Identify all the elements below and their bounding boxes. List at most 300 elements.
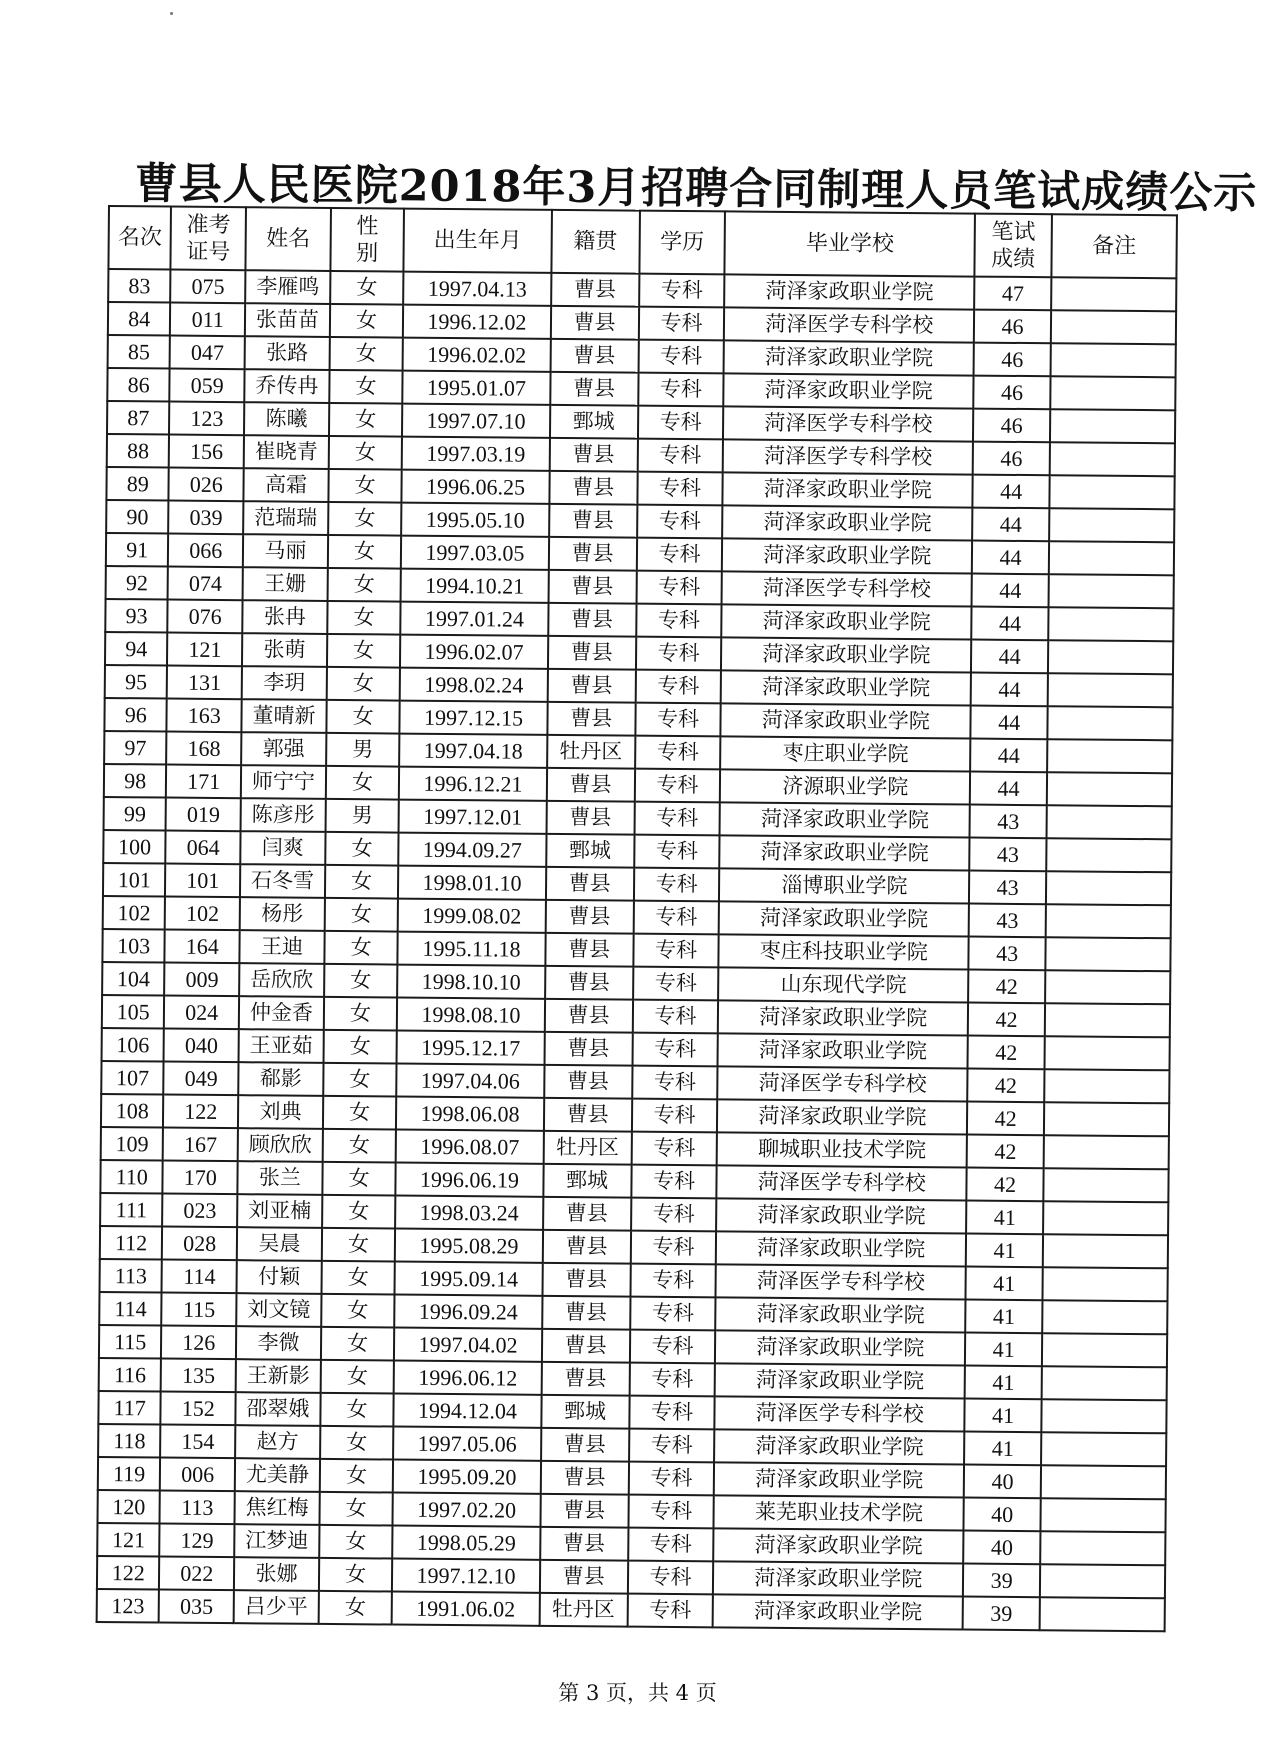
cell-rank: 101 (103, 863, 166, 897)
cell-birth: 1997.04.02 (394, 1328, 541, 1362)
cell-remark (1045, 970, 1170, 1004)
cell-rank: 90 (106, 500, 169, 534)
cell-school: 菏泽家政职业学院 (722, 538, 972, 573)
cell-school: 菏泽家政职业学院 (716, 1231, 966, 1266)
cell-origin: 曹县 (546, 801, 634, 835)
cell-school: 菏泽医学专科学校 (722, 571, 972, 606)
cell-name: 范瑞瑞 (243, 501, 328, 535)
col-header-gender-line2: 别 (356, 240, 379, 266)
cell-score: 41 (965, 1333, 1042, 1367)
cell-birth: 1996.12.21 (399, 767, 546, 801)
cell-rank: 121 (97, 1523, 160, 1557)
cell-exam-id: 115 (162, 1293, 237, 1327)
cell-exam-id: 156 (169, 435, 244, 469)
cell-rank: 97 (104, 731, 167, 765)
cell-rank: 94 (105, 632, 168, 666)
cell-gender: 女 (322, 1195, 396, 1229)
cell-name: 邵翠娥 (235, 1392, 320, 1426)
cell-remark (1045, 937, 1170, 971)
cell-name: 李玥 (242, 666, 327, 700)
table-body (97, 269, 1177, 1631)
cell-education: 专科 (636, 571, 722, 605)
cell-school: 山东现代学院 (719, 967, 969, 1002)
cell-score: 41 (964, 1432, 1041, 1466)
cell-remark (1049, 508, 1174, 542)
cell-education: 专科 (628, 1462, 714, 1496)
cell-score: 44 (972, 574, 1049, 608)
cell-remark (1045, 1036, 1170, 1070)
cell-birth: 1998.06.08 (396, 1097, 543, 1131)
cell-gender: 女 (329, 403, 403, 437)
cell-remark (1044, 1102, 1169, 1136)
cell-origin: 曹县 (549, 504, 637, 538)
cell-gender: 女 (329, 436, 403, 470)
cell-exam-id: 122 (163, 1095, 238, 1129)
cell-name: 陈彦彤 (241, 798, 326, 832)
cell-rank: 123 (97, 1589, 160, 1623)
cell-name: 刘文镜 (236, 1293, 321, 1327)
cell-rank: 106 (102, 1028, 165, 1062)
cell-school: 菏泽家政职业学院 (718, 1033, 968, 1068)
cell-origin: 曹县 (551, 273, 639, 307)
cell-score: 41 (966, 1201, 1043, 1235)
cell-name: 刘亚楠 (237, 1194, 322, 1228)
cell-birth: 1996.06.12 (394, 1361, 541, 1395)
cell-birth: 1997.12.01 (399, 800, 546, 834)
cell-remark (1049, 541, 1174, 575)
cell-birth: 1997.04.06 (397, 1064, 544, 1098)
cell-gender: 女 (327, 601, 401, 635)
cell-birth: 1997.07.10 (402, 404, 549, 438)
cell-gender: 女 (327, 568, 401, 602)
cell-score: 44 (972, 541, 1049, 575)
cell-birth: 1998.01.10 (398, 866, 545, 900)
cell-rank: 87 (107, 401, 170, 435)
cell-education: 专科 (628, 1561, 714, 1595)
cell-school: 菏泽家政职业学院 (725, 274, 975, 309)
cell-remark (1050, 409, 1175, 443)
cell-birth: 1994.10.21 (401, 569, 548, 603)
col-header-score-line1: 笔试 (991, 219, 1036, 245)
cell-name: 张路 (245, 336, 330, 370)
cell-score: 44 (971, 706, 1048, 740)
cell-birth: 1997.01.24 (401, 602, 548, 636)
cell-school: 菏泽家政职业学院 (721, 703, 971, 738)
cell-score: 42 (968, 970, 1045, 1004)
cell-remark (1041, 1432, 1166, 1466)
cell-school: 菏泽家政职业学院 (713, 1594, 963, 1629)
cell-name: 马丽 (243, 534, 328, 568)
cell-origin: 曹县 (546, 768, 634, 802)
cell-remark (1046, 871, 1171, 905)
cell-rank: 105 (102, 995, 165, 1029)
cell-birth: 1996.06.25 (402, 470, 549, 504)
cell-name: 张冉 (242, 600, 327, 634)
cell-school: 菏泽家政职业学院 (719, 901, 969, 936)
cell-rank: 120 (97, 1490, 160, 1524)
cell-gender: 女 (320, 1459, 394, 1493)
cell-education: 专科 (632, 1099, 718, 1133)
col-header-exam-id-line2: 证号 (186, 239, 231, 265)
cell-origin: 曹县 (549, 471, 637, 505)
cell-education: 专科 (639, 274, 725, 308)
cell-school: 菏泽家政职业学院 (721, 637, 971, 672)
cell-remark (1047, 772, 1172, 806)
cell-exam-id: 009 (165, 963, 240, 997)
cell-school: 菏泽家政职业学院 (715, 1429, 965, 1464)
cell-name: 杨彤 (240, 897, 325, 931)
cell-school: 菏泽医学专科学校 (717, 1165, 967, 1200)
cell-gender: 女 (327, 634, 401, 668)
cell-remark (1048, 640, 1173, 674)
cell-education: 专科 (630, 1297, 716, 1331)
cell-exam-id: 170 (163, 1161, 238, 1195)
cell-exam-id: 019 (166, 798, 241, 832)
cell-rank: 98 (104, 764, 167, 798)
cell-birth: 1996.08.07 (396, 1130, 543, 1164)
col-header-education: 学历 (639, 211, 725, 275)
cell-gender: 女 (326, 700, 400, 734)
cell-remark (1046, 838, 1171, 872)
cell-remark (1041, 1465, 1166, 1499)
cell-birth: 1999.08.02 (398, 899, 545, 933)
cell-origin: 曹县 (544, 999, 632, 1033)
cell-school: 菏泽家政职业学院 (723, 505, 973, 540)
cell-remark (1047, 805, 1172, 839)
cell-school: 枣庄科技职业学院 (719, 934, 969, 969)
cell-education: 专科 (628, 1495, 714, 1529)
cell-rank: 88 (107, 434, 170, 468)
cell-school: 莱芜职业技术学院 (714, 1495, 964, 1530)
cell-gender: 女 (319, 1525, 393, 1559)
cell-origin: 曹县 (548, 537, 636, 571)
col-header-school: 毕业学校 (725, 211, 975, 276)
cell-rank: 89 (106, 467, 169, 501)
cell-name: 李雁鸣 (245, 270, 330, 304)
cell-gender: 女 (323, 1030, 397, 1064)
cell-education: 专科 (637, 472, 723, 506)
cell-origin: 鄄城 (546, 834, 634, 868)
cell-exam-id: 076 (168, 600, 243, 634)
cell-gender: 女 (322, 1228, 396, 1262)
cell-rank: 99 (104, 797, 167, 831)
cell-origin: 曹县 (548, 603, 636, 637)
cell-birth: 1996.02.02 (403, 338, 550, 372)
cell-rank: 117 (98, 1391, 161, 1425)
cell-education: 专科 (630, 1231, 716, 1265)
cell-education: 专科 (632, 1066, 718, 1100)
cell-origin: 牡丹区 (543, 1131, 631, 1165)
cell-exam-id: 131 (167, 666, 242, 700)
cell-exam-id: 040 (164, 1029, 239, 1063)
cell-remark (1043, 1234, 1168, 1268)
cell-birth: 1995.12.17 (397, 1031, 544, 1065)
cell-rank: 104 (102, 962, 165, 996)
cell-name: 赵方 (235, 1425, 320, 1459)
results-sheet (96, 205, 1178, 1632)
cell-gender: 女 (327, 667, 401, 701)
cell-rank: 122 (97, 1556, 160, 1590)
cell-score: 42 (967, 1168, 1044, 1202)
cell-exam-id: 171 (166, 765, 241, 799)
cell-school: 菏泽医学专科学校 (715, 1396, 965, 1431)
cell-exam-id: 154 (160, 1425, 235, 1459)
cell-gender: 女 (319, 1558, 393, 1592)
cell-score: 44 (972, 508, 1049, 542)
cell-score: 42 (967, 1102, 1044, 1136)
cell-gender: 女 (328, 535, 402, 569)
cell-gender: 女 (323, 1063, 397, 1097)
table-header-row (108, 206, 1177, 278)
cell-origin: 鄄城 (543, 1164, 631, 1198)
cell-exam-id: 121 (167, 633, 242, 667)
cell-birth: 1997.03.19 (402, 437, 549, 471)
cell-school: 菏泽家政职业学院 (720, 835, 970, 870)
cell-school: 菏泽医学专科学校 (723, 406, 973, 441)
cell-rank: 85 (108, 335, 171, 369)
cell-exam-id: 101 (165, 864, 240, 898)
cell-name: 张苗苗 (245, 303, 330, 337)
cell-birth: 1998.08.10 (397, 998, 544, 1032)
cell-education: 专科 (632, 1000, 718, 1034)
cell-origin: 曹县 (544, 1032, 632, 1066)
cell-education: 专科 (634, 802, 720, 836)
cell-score: 44 (970, 772, 1047, 806)
cell-exam-id: 026 (169, 468, 244, 502)
cell-birth: 1998.10.10 (398, 965, 545, 999)
cell-birth: 1996.02.07 (400, 635, 547, 669)
cell-score: 39 (963, 1564, 1040, 1598)
cell-remark (1046, 904, 1171, 938)
col-header-origin: 籍贯 (551, 210, 640, 274)
cell-education: 专科 (628, 1528, 714, 1562)
cell-score: 41 (965, 1399, 1042, 1433)
cell-school: 菏泽家政职业学院 (717, 1198, 967, 1233)
cell-score: 46 (973, 409, 1050, 443)
cell-gender: 女 (324, 964, 398, 998)
cell-education: 专科 (636, 637, 722, 671)
cell-origin: 曹县 (539, 1560, 627, 1594)
cell-gender: 女 (322, 1162, 396, 1196)
cell-remark (1044, 1069, 1169, 1103)
cell-score: 42 (968, 1003, 1045, 1037)
cell-gender: 女 (321, 1294, 395, 1328)
cell-remark (1051, 343, 1176, 377)
cell-exam-id: 129 (160, 1524, 235, 1558)
cell-name: 王姗 (243, 567, 328, 601)
cell-school: 菏泽家政职业学院 (717, 1099, 967, 1134)
cell-exam-id: 049 (164, 1062, 239, 1096)
cell-origin: 曹县 (540, 1494, 628, 1528)
cell-rank: 83 (108, 269, 171, 303)
cell-rank: 103 (102, 929, 165, 963)
cell-school: 菏泽家政职业学院 (716, 1297, 966, 1332)
cell-school: 菏泽家政职业学院 (715, 1363, 965, 1398)
cell-score: 46 (974, 343, 1051, 377)
cell-origin: 曹县 (541, 1428, 629, 1462)
cell-score: 42 (967, 1135, 1044, 1169)
cell-rank: 92 (106, 566, 169, 600)
cell-birth: 1991.06.02 (392, 1592, 539, 1626)
cell-name: 陈曦 (244, 402, 329, 436)
cell-gender: 女 (330, 304, 404, 338)
col-header-rank: 名次 (108, 206, 171, 270)
col-header-score (975, 214, 1052, 278)
cell-birth: 1998.03.24 (395, 1196, 542, 1230)
cell-origin: 曹县 (542, 1263, 630, 1297)
cell-exam-id: 035 (159, 1590, 234, 1624)
cell-education: 专科 (635, 703, 721, 737)
cell-origin: 曹县 (549, 438, 637, 472)
cell-name: 焦红梅 (235, 1491, 320, 1525)
cell-score: 43 (969, 937, 1046, 971)
cell-score: 46 (973, 442, 1050, 476)
cell-remark (1048, 673, 1173, 707)
cell-name: 王迪 (239, 930, 324, 964)
cell-score: 43 (969, 904, 1046, 938)
cell-birth: 1995.11.18 (398, 932, 545, 966)
cell-score: 46 (974, 310, 1051, 344)
cell-rank: 102 (103, 896, 166, 930)
cell-education: 专科 (632, 1033, 718, 1067)
cell-name: 师宁宁 (241, 765, 326, 799)
cell-origin: 曹县 (550, 306, 638, 340)
cell-school: 菏泽家政职业学院 (724, 340, 974, 375)
cell-score: 44 (971, 640, 1048, 674)
cell-birth: 1995.09.20 (393, 1460, 540, 1494)
cell-school: 菏泽家政职业学院 (722, 604, 972, 639)
cell-name: 乔传冉 (244, 369, 329, 403)
cell-birth: 1995.05.10 (402, 503, 549, 537)
cell-school: 淄博职业学院 (719, 868, 969, 903)
cell-birth: 1995.09.14 (395, 1262, 542, 1296)
cell-name: 张兰 (237, 1161, 322, 1195)
cell-name: 高霜 (244, 468, 329, 502)
cell-exam-id: 059 (170, 369, 245, 403)
cell-gender: 女 (324, 997, 398, 1031)
cell-name: 石冬雪 (240, 864, 325, 898)
cell-exam-id: 114 (162, 1260, 237, 1294)
cell-name: 张娜 (234, 1557, 319, 1591)
col-header-birth: 出生年月 (404, 209, 552, 273)
cell-score: 40 (964, 1465, 1041, 1499)
cell-rank: 96 (104, 698, 167, 732)
cell-name: 王亚茹 (239, 1029, 324, 1063)
cell-name: 吴晨 (237, 1227, 322, 1261)
cell-gender: 女 (325, 865, 399, 899)
page-title: 曹县人民医院2018年3月招聘合同制理人员笔试成绩公示 (134, 158, 1258, 219)
cell-score: 43 (970, 805, 1047, 839)
cell-gender: 女 (323, 1096, 397, 1130)
cell-rank: 86 (107, 368, 170, 402)
cell-exam-id: 167 (163, 1128, 238, 1162)
cell-remark (1040, 1597, 1165, 1631)
cell-origin: 曹县 (540, 1527, 628, 1561)
cell-gender: 男 (325, 799, 399, 833)
cell-remark (1049, 475, 1174, 509)
col-header-name: 姓名 (246, 207, 331, 271)
cell-origin: 曹县 (545, 900, 633, 934)
cell-exam-id: 126 (161, 1326, 236, 1360)
cell-score: 40 (963, 1531, 1040, 1565)
cell-origin: 曹县 (542, 1230, 630, 1264)
cell-rank: 109 (101, 1127, 164, 1161)
cell-name: 郗影 (238, 1062, 323, 1096)
cell-remark (1045, 1003, 1170, 1037)
cell-birth: 1997.12.15 (400, 701, 547, 735)
cell-exam-id: 075 (171, 270, 246, 304)
cell-name: 尤美静 (235, 1458, 320, 1492)
cell-origin: 曹县 (545, 966, 633, 1000)
cell-exam-id: 123 (169, 402, 244, 436)
cell-score: 39 (963, 1597, 1040, 1631)
cell-birth: 1994.12.04 (394, 1394, 541, 1428)
cell-rank: 95 (105, 665, 168, 699)
cell-school: 菏泽家政职业学院 (714, 1528, 964, 1563)
cell-remark (1043, 1201, 1168, 1235)
cell-exam-id: 066 (168, 534, 243, 568)
cell-education: 专科 (629, 1429, 715, 1463)
cell-gender: 女 (325, 898, 399, 932)
cell-score: 42 (967, 1069, 1044, 1103)
cell-exam-id: 047 (170, 336, 245, 370)
cell-education: 专科 (635, 736, 721, 770)
cell-origin: 曹县 (543, 1197, 631, 1231)
cell-birth: 1995.08.29 (395, 1229, 542, 1263)
cell-exam-id: 022 (159, 1557, 234, 1591)
cell-gender: 女 (321, 1327, 395, 1361)
cell-name: 董晴新 (242, 699, 327, 733)
cell-remark (1040, 1531, 1165, 1565)
cell-gender: 女 (322, 1129, 396, 1163)
cell-origin: 曹县 (542, 1296, 630, 1330)
cell-rank: 113 (100, 1259, 163, 1293)
cell-education: 专科 (629, 1363, 715, 1397)
cell-score: 41 (965, 1366, 1042, 1400)
cell-remark (1050, 376, 1175, 410)
cell-origin: 曹县 (548, 636, 636, 670)
col-header-gender-line1: 性 (356, 213, 379, 239)
cell-school: 聊城职业技术学院 (717, 1132, 967, 1167)
cell-education: 专科 (638, 307, 724, 341)
cell-school: 菏泽家政职业学院 (715, 1330, 965, 1365)
cell-education: 专科 (634, 835, 720, 869)
cell-school: 枣庄职业学院 (721, 736, 971, 771)
cell-birth: 1994.09.27 (399, 833, 546, 867)
cell-remark (1043, 1168, 1168, 1202)
cell-education: 专科 (638, 340, 724, 374)
cell-exam-id: 113 (160, 1491, 235, 1525)
cell-exam-id: 023 (163, 1194, 238, 1228)
cell-gender: 男 (326, 733, 400, 767)
cell-education: 专科 (627, 1594, 713, 1628)
cell-exam-id: 102 (165, 897, 240, 931)
cell-birth: 1997.12.10 (392, 1559, 539, 1593)
cell-birth: 1997.02.20 (393, 1493, 540, 1527)
cell-exam-id: 163 (167, 699, 242, 733)
cell-rank: 108 (101, 1094, 164, 1128)
cell-gender: 女 (329, 337, 403, 371)
cell-gender: 女 (328, 469, 402, 503)
cell-origin: 鄄城 (550, 405, 638, 439)
cell-birth: 1997.04.18 (400, 734, 547, 768)
cell-gender: 女 (320, 1426, 394, 1460)
cell-education: 专科 (630, 1264, 716, 1298)
cell-rank: 119 (98, 1457, 161, 1491)
cell-school: 菏泽家政职业学院 (718, 1000, 968, 1035)
cell-remark (1047, 739, 1172, 773)
cell-exam-id: 064 (166, 831, 241, 865)
